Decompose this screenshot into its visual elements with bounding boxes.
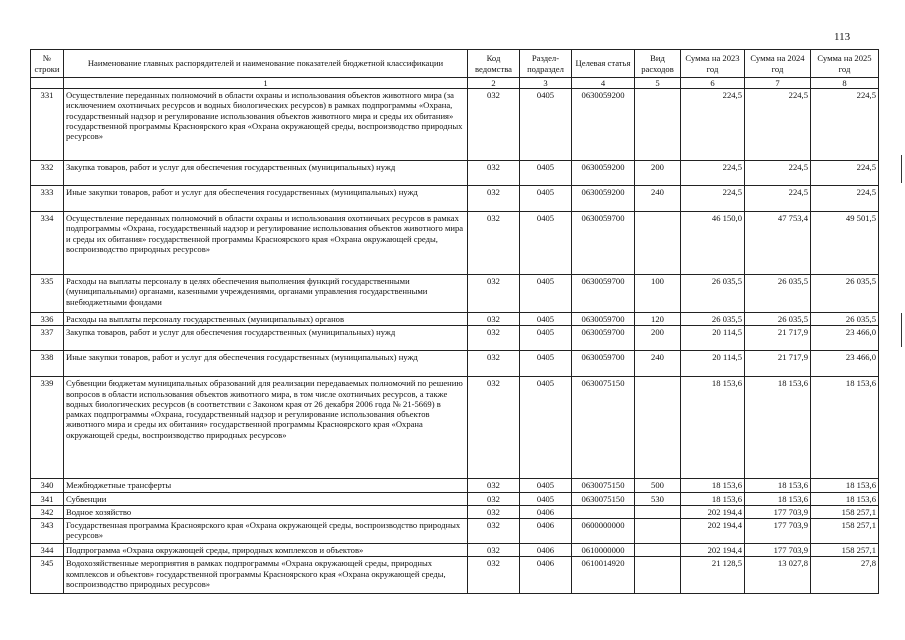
header-expense-type: Вид расходов xyxy=(635,50,681,78)
column-number: 7 xyxy=(745,78,811,89)
row-number: 336 xyxy=(31,313,64,326)
row-number: 337 xyxy=(31,326,64,351)
row-target: 0610000000 xyxy=(572,544,635,557)
row-name: Закупка товаров, работ и услуг для обеспечения государственных (муниципальных) нужд xyxy=(64,326,468,351)
row-section: 0406 xyxy=(520,557,572,594)
header-sum-2025: Сумма на 2025 год xyxy=(811,50,879,78)
column-number: 2 xyxy=(468,78,520,89)
header-name: Наименование главных распорядителей и наименование показателей бюджетной классификации xyxy=(64,50,468,78)
row-sum-2023: 224,5 xyxy=(681,161,745,186)
table-row xyxy=(31,326,879,351)
table-body xyxy=(31,89,879,594)
row-sum-2025: 23 466,0 xyxy=(811,351,879,377)
row-sum-2023: 18 153,6 xyxy=(681,492,745,505)
row-sum-2023: 224,5 xyxy=(681,89,745,161)
row-number: 343 xyxy=(31,519,64,544)
row-dept-code: 032 xyxy=(468,275,520,313)
row-dept-code: 032 xyxy=(468,351,520,377)
row-target xyxy=(572,505,635,518)
column-number: 5 xyxy=(635,78,681,89)
table-header xyxy=(31,50,879,89)
row-dept-code: 032 xyxy=(468,89,520,161)
column-number: 1 xyxy=(64,78,468,89)
row-sum-2023: 18 153,6 xyxy=(681,377,745,479)
row-expense-type xyxy=(635,89,681,161)
row-dept-code: 032 xyxy=(468,492,520,505)
row-sum-2023: 202 194,4 xyxy=(681,505,745,518)
row-sum-2023: 18 153,6 xyxy=(681,479,745,492)
scan-edge-line xyxy=(901,313,902,347)
row-section: 0405 xyxy=(520,479,572,492)
row-expense-type: 200 xyxy=(635,161,681,186)
row-number: 334 xyxy=(31,212,64,275)
row-name: Субвенции бюджетам муниципальных образований для реализации передаваемых полномочий по решению вопросов в области использования объектов животного мира, в том числе охотничьих ресурсов, а также водных биологических ресурсов (в соответствии с Законом края от 26 декабря 2006 года № 21-5669) в рамках подпрограммы «Охрана, государственный надзор и регулирование использования объектов животного мира и среды их обитания» государственной программы Красноярского края «Охрана окружающей среды, воспроизводство природных ресурсов» xyxy=(64,377,468,479)
row-sum-2025: 18 153,6 xyxy=(811,377,879,479)
row-expense-type: 240 xyxy=(635,186,681,212)
table-row xyxy=(31,519,879,544)
row-sum-2024: 26 035,5 xyxy=(745,275,811,313)
row-expense-type xyxy=(635,544,681,557)
row-dept-code: 032 xyxy=(468,505,520,518)
row-sum-2024: 177 703,9 xyxy=(745,544,811,557)
row-dept-code: 032 xyxy=(468,544,520,557)
row-target: 0630075150 xyxy=(572,492,635,505)
row-target: 0630059200 xyxy=(572,186,635,212)
row-expense-type xyxy=(635,212,681,275)
row-number: 331 xyxy=(31,89,64,161)
row-sum-2024: 26 035,5 xyxy=(745,313,811,326)
table-row xyxy=(31,186,879,212)
row-name: Осуществление переданных полномочий в области охраны и использования объектов животного мира (за исключением охотничьих ресурсов и водных биологических ресурсов) в рамках подпрограммы «Охрана, государственный надзор и регулирование использования объектов животного мира и среды их обитания» государственной программы Красноярского края «Охрана окружающей среды, воспроизводство природных ресурсов» xyxy=(64,89,468,161)
row-section: 0405 xyxy=(520,275,572,313)
row-sum-2025: 49 501,5 xyxy=(811,212,879,275)
row-sum-2025: 158 257,1 xyxy=(811,519,879,544)
row-number: 345 xyxy=(31,557,64,594)
row-sum-2023: 26 035,5 xyxy=(681,275,745,313)
header-sum-2024: Сумма на 2024 год xyxy=(745,50,811,78)
row-number: 344 xyxy=(31,544,64,557)
table-row xyxy=(31,351,879,377)
row-section: 0405 xyxy=(520,186,572,212)
row-sum-2025: 18 153,6 xyxy=(811,492,879,505)
row-section: 0405 xyxy=(520,161,572,186)
row-dept-code: 032 xyxy=(468,519,520,544)
row-sum-2025: 23 466,0 xyxy=(811,326,879,351)
row-sum-2023: 21 128,5 xyxy=(681,557,745,594)
row-sum-2024: 177 703,9 xyxy=(745,519,811,544)
table-row xyxy=(31,377,879,479)
row-sum-2024: 18 153,6 xyxy=(745,377,811,479)
row-target: 0630075150 xyxy=(572,377,635,479)
row-sum-2023: 46 150,0 xyxy=(681,212,745,275)
row-sum-2024: 224,5 xyxy=(745,89,811,161)
row-sum-2024: 21 717,9 xyxy=(745,326,811,351)
row-sum-2023: 20 114,5 xyxy=(681,351,745,377)
row-sum-2024: 18 153,6 xyxy=(745,492,811,505)
column-number: 8 xyxy=(811,78,879,89)
header-dept-code: Код ведомства xyxy=(468,50,520,78)
row-expense-type: 100 xyxy=(635,275,681,313)
row-target: 0630059700 xyxy=(572,351,635,377)
row-sum-2023: 20 114,5 xyxy=(681,326,745,351)
row-number: 342 xyxy=(31,505,64,518)
row-name: Подпрограмма «Охрана окружающей среды, природных комплексов и объектов» xyxy=(64,544,468,557)
row-sum-2024: 224,5 xyxy=(745,186,811,212)
scan-edge-line xyxy=(901,155,902,183)
row-name: Субвенции xyxy=(64,492,468,505)
row-sum-2024: 177 703,9 xyxy=(745,505,811,518)
row-expense-type: 240 xyxy=(635,351,681,377)
row-sum-2024: 47 753,4 xyxy=(745,212,811,275)
row-sum-2025: 18 153,6 xyxy=(811,479,879,492)
row-expense-type: 500 xyxy=(635,479,681,492)
budget-table xyxy=(30,49,879,594)
row-sum-2025: 158 257,1 xyxy=(811,544,879,557)
row-section: 0405 xyxy=(520,351,572,377)
row-sum-2025: 224,5 xyxy=(811,161,879,186)
row-section: 0405 xyxy=(520,326,572,351)
row-number: 340 xyxy=(31,479,64,492)
row-section: 0406 xyxy=(520,544,572,557)
table-row xyxy=(31,275,879,313)
row-target: 0630059700 xyxy=(572,313,635,326)
row-name: Водное хозяйство xyxy=(64,505,468,518)
row-section: 0405 xyxy=(520,377,572,479)
row-name: Государственная программа Красноярского края «Охрана окружающей среды, воспроизводство природных ресурсов» xyxy=(64,519,468,544)
row-dept-code: 032 xyxy=(468,161,520,186)
row-sum-2023: 26 035,5 xyxy=(681,313,745,326)
table-row xyxy=(31,505,879,518)
table-row xyxy=(31,212,879,275)
row-section: 0405 xyxy=(520,313,572,326)
page-number: 113 xyxy=(834,31,851,43)
table-row xyxy=(31,557,879,594)
row-expense-type xyxy=(635,519,681,544)
row-target: 0630059700 xyxy=(572,212,635,275)
row-dept-code: 032 xyxy=(468,212,520,275)
row-expense-type: 200 xyxy=(635,326,681,351)
row-expense-type: 120 xyxy=(635,313,681,326)
row-section: 0405 xyxy=(520,212,572,275)
header-sum-2023: Сумма на 2023 год xyxy=(681,50,745,78)
row-sum-2023: 224,5 xyxy=(681,186,745,212)
row-sum-2023: 202 194,4 xyxy=(681,519,745,544)
row-expense-type: 530 xyxy=(635,492,681,505)
row-expense-type xyxy=(635,505,681,518)
row-sum-2025: 27,8 xyxy=(811,557,879,594)
row-name: Водохозяйственные мероприятия в рамках подпрограммы «Охрана окружающей среды, природных комплексов и объектов» государственной программы Красноярского края «Охрана окружающей среды, воспроизводство природных ресурсов» xyxy=(64,557,468,594)
table-row xyxy=(31,492,879,505)
row-target: 0630059200 xyxy=(572,161,635,186)
column-number: 3 xyxy=(520,78,572,89)
row-dept-code: 032 xyxy=(468,313,520,326)
row-sum-2025: 26 035,5 xyxy=(811,313,879,326)
row-dept-code: 032 xyxy=(468,377,520,479)
row-name: Закупка товаров, работ и услуг для обеспечения государственных (муниципальных) нужд xyxy=(64,161,468,186)
row-section: 0406 xyxy=(520,505,572,518)
row-expense-type xyxy=(635,377,681,479)
column-number: 4 xyxy=(572,78,635,89)
row-dept-code: 032 xyxy=(468,186,520,212)
row-sum-2025: 224,5 xyxy=(811,89,879,161)
row-target: 0630075150 xyxy=(572,479,635,492)
row-sum-2025: 26 035,5 xyxy=(811,275,879,313)
row-expense-type xyxy=(635,557,681,594)
header-row-no: № строки xyxy=(31,50,64,78)
row-sum-2025: 224,5 xyxy=(811,186,879,212)
row-sum-2024: 224,5 xyxy=(745,161,811,186)
row-name: Осуществление переданных полномочий в области охраны и использования охотничьих ресурсов в рамках подпрограммы «Охрана, государственный надзор и регулирование использования объектов животного мира и среды их обитания» государственной программы Красноярского края «Охрана окружающей среды, воспроизводство природных ресурсов» xyxy=(64,212,468,275)
row-number: 341 xyxy=(31,492,64,505)
row-sum-2024: 21 717,9 xyxy=(745,351,811,377)
row-section: 0405 xyxy=(520,492,572,505)
row-number: 338 xyxy=(31,351,64,377)
row-dept-code: 032 xyxy=(468,557,520,594)
column-number-row xyxy=(31,78,879,89)
row-name: Межбюджетные трансферты xyxy=(64,479,468,492)
row-section: 0405 xyxy=(520,89,572,161)
row-section: 0406 xyxy=(520,519,572,544)
row-name: Расходы на выплаты персоналу в целях обеспечения выполнения функций государственными (муниципальными) органами, казенными учреждениями, органами управления государственными внебюджетными фондами xyxy=(64,275,468,313)
row-name: Иные закупки товаров, работ и услуг для обеспечения государственных (муниципальных) нужд xyxy=(64,186,468,212)
row-sum-2024: 18 153,6 xyxy=(745,479,811,492)
header-target: Целевая статья xyxy=(572,50,635,78)
row-dept-code: 032 xyxy=(468,479,520,492)
table-row xyxy=(31,313,879,326)
row-target: 0600000000 xyxy=(572,519,635,544)
row-target: 0630059200 xyxy=(572,89,635,161)
row-number: 335 xyxy=(31,275,64,313)
table-row xyxy=(31,479,879,492)
table-row xyxy=(31,89,879,161)
row-name: Расходы на выплаты персоналу государственных (муниципальных) органов xyxy=(64,313,468,326)
row-name: Иные закупки товаров, работ и услуг для обеспечения государственных (муниципальных) нужд xyxy=(64,351,468,377)
row-target: 0610014920 xyxy=(572,557,635,594)
row-sum-2023: 202 194,4 xyxy=(681,544,745,557)
row-number: 332 xyxy=(31,161,64,186)
table-row xyxy=(31,544,879,557)
row-number: 339 xyxy=(31,377,64,479)
header-section: Раздел-подраздел xyxy=(520,50,572,78)
row-number: 333 xyxy=(31,186,64,212)
row-sum-2024: 13 027,8 xyxy=(745,557,811,594)
column-number xyxy=(31,78,64,89)
row-sum-2025: 158 257,1 xyxy=(811,505,879,518)
row-target: 0630059700 xyxy=(572,326,635,351)
row-dept-code: 032 xyxy=(468,326,520,351)
row-target: 0630059700 xyxy=(572,275,635,313)
column-number: 6 xyxy=(681,78,745,89)
table-row xyxy=(31,161,879,186)
